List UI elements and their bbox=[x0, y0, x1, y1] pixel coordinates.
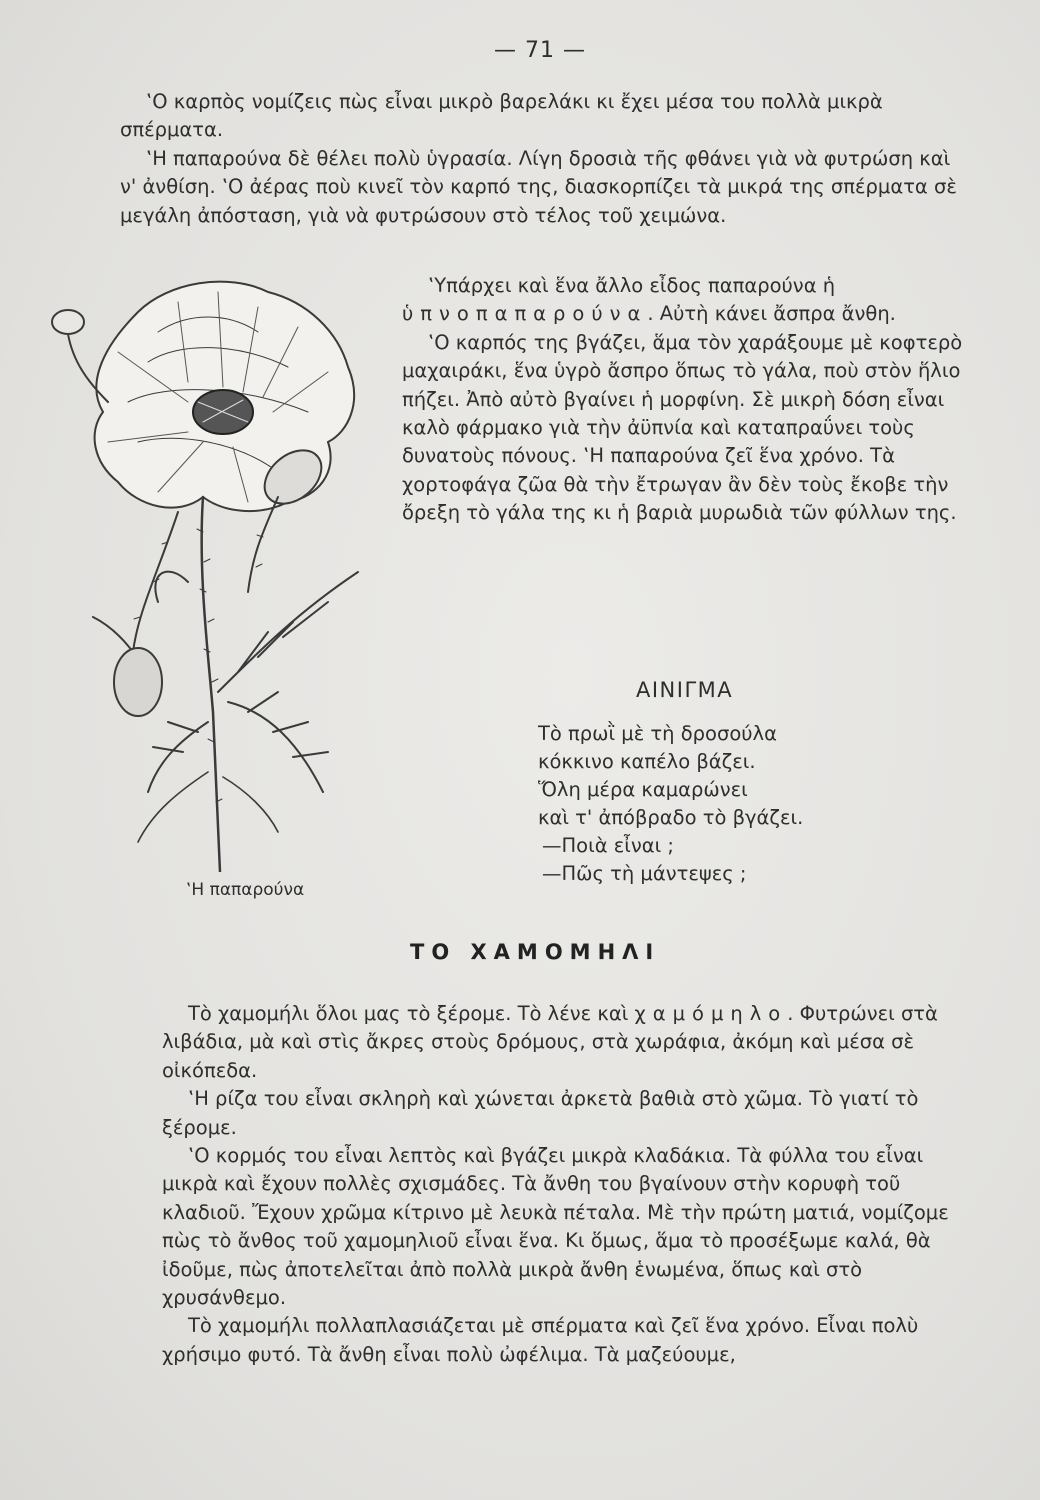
chamomile-paragraph-1 bbox=[162, 1000, 972, 1085]
intro-paragraph-2: ‛Η παπαρούνα δὲ θέλει πολὺ ὑγρασία. Λίγη δροσιὰ τῆς φθάνει γιὰ νὰ φυτρώση καὶ ν' ἀνθίση. ‛Ο ἀέρας ποὺ κινεῖ τὸν καρπό της, διασκορπίζει τὰ μικρά της σπέρματα σὲ μεγάλη ἀπόσταση, γιὰ νὰ φυτρώσουν στὸ τέλος τοῦ χειμώνα. bbox=[120, 146, 957, 227]
riddle-title: ΑΙΝΙΓΜΑ bbox=[636, 678, 734, 702]
chamomile-paragraph-2: ‛Η ρίζα του εἶναι σκληρὴ καὶ χώνεται ἀρκετὰ βαθιὰ στὸ χῶμα. Τὸ γιατί τὸ ξέρομε. bbox=[162, 1087, 919, 1139]
chamomile-text bbox=[162, 1000, 972, 1369]
right-paragraph-2: ‛Ο καρπός της βγάζει, ἅμα τὸν χαράξουμε μὲ κοφτερὸ μαχαιράκι, ἕνα ὑγρὸ ἄσπρο ὅπως τὸ γάλα, ποὺ στὸν ἥλιο πήζει. Ἀπὸ αὐτὸ βγαίνει ἡ μορφίνη. Σὲ μικρὴ δόση εἶναι καλὸ φάρμακο γιὰ τὴν ἀϋπνία καὶ καταπραΰνει τοὺς δυνατοὺς πόνους. ‛Η παπαρούνα ζεῖ ἕνα χρόνο. Τὰ χορτοφάγα ζῶα θὰ τὴν ἔτρωγαν ἂν δὲν τοὺς ἔκοβε τὴν ὄρεξη τὸ γάλα της κι ἡ βαριὰ μυρωδιὰ τῶν φύλλων της. bbox=[402, 330, 963, 525]
riddle-line: Ὅλη μέρα καμαρώνει bbox=[538, 778, 748, 801]
emphasized-term-chamomilo: χαμόμηλο bbox=[634, 1002, 788, 1025]
chamomile-p1-end: . Φυτρώνει στὰ λιβάδια, μὰ καὶ στὶς ἄκρες στοὺς δρόμους, στὰ χωράφια, ἀκόμη καὶ μέσα σὲ οἰκόπεδα. bbox=[162, 1002, 938, 1082]
chamomile-p1-start: Τὸ χαμομήλι ὅλοι μας τὸ ξέρομε. Τὸ λένε καὶ bbox=[188, 1002, 635, 1025]
page-number: — 71 — bbox=[494, 38, 586, 63]
riddle-verse bbox=[538, 720, 803, 888]
riddle-line: καὶ τ' ἀπόβραδο τὸ βγάζει. bbox=[538, 806, 804, 829]
right-column-text bbox=[402, 272, 966, 528]
emphasized-term-hypnopoppy: ὑπνοπαπαρούνα bbox=[402, 302, 648, 326]
right-p1-end: . Αὐτὴ κάνει ἄσπρα ἄνθη. bbox=[647, 302, 896, 326]
riddle-line: —Ποιὰ εἶναι ; bbox=[542, 834, 674, 857]
intro-paragraph-1: ‛Ο καρπὸς νομίζεις πὼς εἶναι μικρὸ βαρελάκι κι ἔχει μέσα του πολλὰ μικρὰ σπέρματα. bbox=[120, 90, 883, 142]
riddle-line: κόκκινο καπέλο βάζει. bbox=[538, 750, 756, 773]
intro-text bbox=[120, 88, 965, 230]
riddle-line: Τὸ πρωῒ μὲ τὴ δροσούλα bbox=[538, 722, 777, 745]
riddle-line: —Πῶς τὴ μάντεψες ; bbox=[542, 862, 747, 885]
chamomile-paragraph-3: ‛Ο κορμός του εἶναι λεπτὸς καὶ βγάζει μικρὰ κλαδάκια. Τὰ φύλλα του εἶναι μικρὰ καὶ ἔχουν πολλὲς σχισμάδες. Τὰ ἄνθη του βγαίνουν στὴν κορυφὴ τοῦ κλαδιοῦ. Ἔχουν χρῶμα κίτρινο μὲ λευκὰ πέταλα. Μὲ τὴν πρώτη ματιά, νομίζομε πὼς τὸ ἄνθος τοῦ χαμομηλιοῦ εἶναι ἕνα. Κι ὅμως, ἅμα τὸ προσέξωμε καλά, θὰ ἰδοῦμε, πὼς ἀποτελεῖται ἀπὸ πολλὰ μικρὰ ἄνθη ἑνωμένα, ὅπως καὶ στὸ χρυσάνθεμο. bbox=[162, 1144, 949, 1310]
section-heading: ΤΟ ΧΑΜΟΜΗΛΙ bbox=[410, 940, 661, 964]
right-paragraph-1 bbox=[402, 272, 966, 329]
right-p1-start: ‛Υπάρχει καὶ ἕνα ἄλλο εἶδος παπαρούνα ἡ bbox=[428, 274, 836, 297]
poppy-illustration bbox=[38, 272, 378, 872]
figure-caption: ‛Η παπαρούνα bbox=[186, 880, 305, 900]
chamomile-paragraph-4: Τὸ χαμομήλι πολλαπλασιάζεται μὲ σπέρματα καὶ ζεῖ ἕνα χρόνο. Εἶναι πολὺ χρήσιμο φυτό. Τὰ ἄνθη εἶναι πολὺ ὠφέλιμα. Τὰ μαζεύουμε, bbox=[162, 1314, 919, 1366]
